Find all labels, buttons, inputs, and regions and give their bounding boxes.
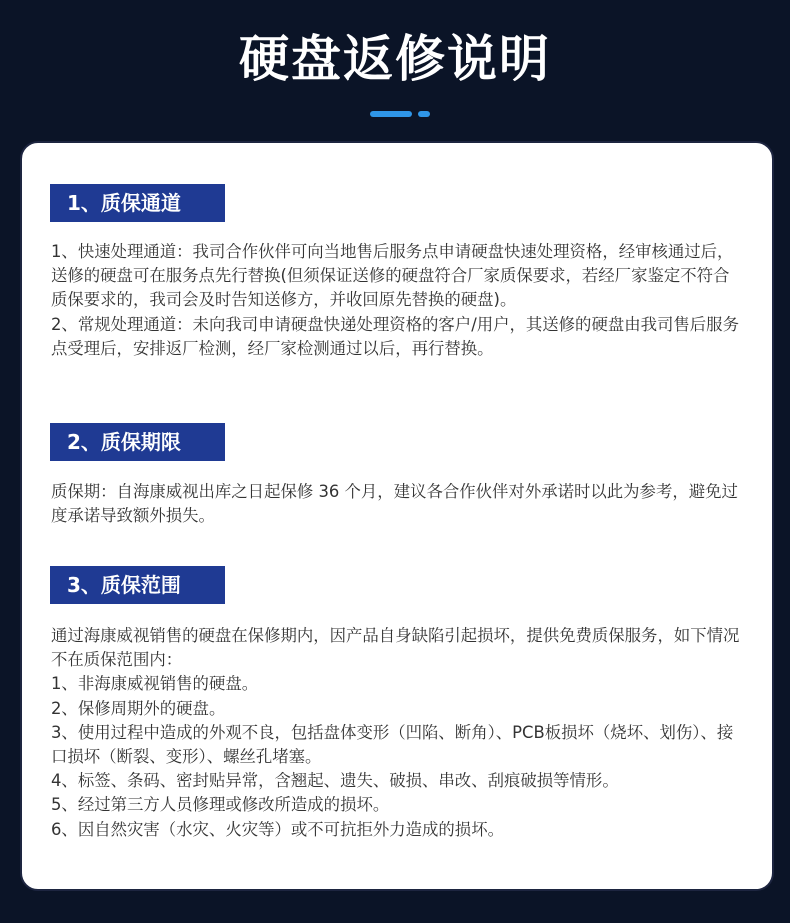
- exclusion-item-1: 1、非海康威视销售的硬盘。: [51, 674, 259, 694]
- warranty-period-paragraph: 质保期：自海康威视出库之日起保修 36 个月，建议各合作伙伴对外承诺时以此为参考，避免过度承诺导致额外损失。: [51, 482, 738, 526]
- section-heading-warranty-period: 2、质保期限: [50, 423, 225, 461]
- section-body-warranty-channel: [51, 240, 743, 361]
- page-title: 硬盘返修说明: [239, 30, 551, 88]
- fast-channel-paragraph: 1、快速处理通道：我司合作伙伴可向当地售后服务点申请硬盘快速处理资格，经审核通过后，送修的硬盘可在服务点先行替换(但须保证送修的硬盘符合厂家质保要求，若经厂家鉴定不符合质保要求的，我司会及时告知送修方，并收回原先替换的硬盘)。: [51, 242, 734, 310]
- regular-channel-paragraph: 2、常规处理通道：未向我司申请硬盘快递处理资格的客户/用户，其送修的硬盘由我司售后服务点受理后，安排返厂检测，经厂家检测通过以后，再行替换。: [51, 314, 739, 358]
- section-heading-warranty-channel: 1、质保通道: [50, 184, 225, 222]
- exclusion-item-6: 6、因自然灾害（水灾、火灾等）或不可抗拒外力造成的损坏。: [51, 819, 504, 839]
- exclusion-item-2: 2、保修周期外的硬盘。: [51, 698, 226, 718]
- title-underline-short: [418, 111, 430, 117]
- scope-intro-paragraph: 通过海康威视销售的硬盘在保修期内，因产品自身缺陷引起损坏，提供免费质保服务，如下情况不在质保范围内：: [51, 626, 740, 670]
- exclusion-item-3: 3、使用过程中造成的外观不良，包括盘体变形（凹陷、断角）、PCB板损坏（烧坏、划伤）、接口损坏（断裂、变形）、螺丝孔堵塞。: [51, 722, 734, 767]
- exclusion-item-4: 4、标签、条码、密封贴异常，含翘起、遗失、破损、串改、刮痕破损等情形。: [51, 771, 619, 791]
- section-heading-warranty-scope: 3、质保范围: [50, 566, 225, 604]
- section-body-warranty-period: [51, 480, 743, 528]
- exclusion-item-5: 5、经过第三方人员修理或修改所造成的损坏。: [51, 795, 390, 815]
- title-underline-long: [370, 111, 412, 117]
- content-card: [20, 141, 774, 891]
- section-body-warranty-scope: [51, 624, 743, 842]
